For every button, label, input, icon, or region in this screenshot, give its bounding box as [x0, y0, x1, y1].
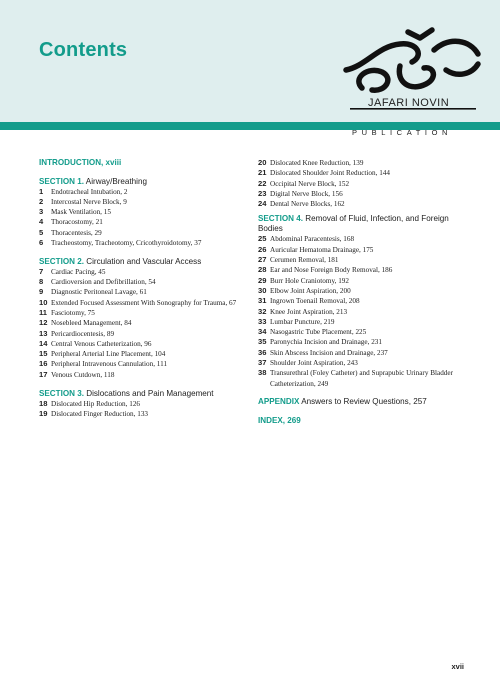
toc-entry[interactable]: 8 Cardioversion and Defibrillation, 54 [39, 277, 156, 287]
toc-entry[interactable]: 6 Tracheostomy, Tracheotomy, Cricothyroidotomy, 37 [39, 237, 202, 247]
toc-entry[interactable]: 34 Nasogastric Tube Placement, 225 [258, 327, 367, 337]
toc-entry[interactable]: 4 Thoracostomy, 21 [39, 217, 103, 227]
toc-entry[interactable]: 22 Occipital Nerve Block, 152 [258, 178, 350, 188]
section-3-heading[interactable]: SECTION 3. Dislocations and Pain Management [39, 388, 214, 398]
toc-entry[interactable]: 20 Dislocated Knee Reduction, 139 [258, 158, 364, 167]
toc-entry[interactable]: 13 Pericardiocentesis, 89 [39, 328, 115, 338]
toc-right-column [258, 158, 463, 426]
toc-entry[interactable]: 2 Intercostal Nerve Block, 9 [39, 196, 127, 206]
toc-entry[interactable]: 9 Diagnostic Peritoneal Lavage, 61 [39, 287, 147, 297]
toc-entry[interactable]: 10 Extended Focused Assessment With Sonography for Trauma, 67 [39, 297, 237, 307]
toc-entry[interactable]: 24 Dental Nerve Blocks, 162 [258, 199, 345, 209]
toc-entry[interactable]: 3 Mask Ventilation, 15 [39, 207, 111, 217]
toc-entry[interactable]: 28 Ear and Nose Foreign Body Removal, 186 [258, 265, 393, 275]
toc-entry[interactable]: 12 Nosebleed Management, 84 [39, 318, 132, 328]
toc-entry[interactable]: 33 Lumbar Puncture, 219 [258, 316, 335, 326]
toc-entry[interactable]: 15 Peripheral Arterial Line Placement, 104 [39, 349, 166, 359]
introduction-heading[interactable]: INTRODUCTION, xviii [39, 158, 122, 167]
toc-left-column [39, 158, 244, 419]
toc-entry[interactable]: 5 Thoracentesis, 29 [39, 227, 102, 237]
toc-entry[interactable]: 21 Dislocated Shoulder Joint Reduction, 144 [258, 168, 390, 178]
toc-entry[interactable]: 35 Paronychia Incision and Drainage, 231 [258, 337, 382, 347]
page-number: xvii [451, 662, 464, 671]
toc-entry[interactable]: 7 Cardiac Pacing, 45 [39, 266, 106, 276]
logo-subtitle: PUBLICATION [352, 128, 453, 137]
toc-entry[interactable]: 32 Knee Joint Aspiration, 213 [258, 306, 348, 316]
toc-entry[interactable]: 27 Cerumen Removal, 181 [258, 255, 339, 265]
toc-entry[interactable]: 19 Dislocated Finger Reduction, 133 [39, 408, 149, 418]
toc-entry[interactable]: 1 Endotracheal Intubation, 2 [39, 186, 128, 196]
page-title: Contents [39, 39, 128, 61]
section-4-heading[interactable]: SECTION 4. Removal of Fluid, Infection, and Foreign Bodies [258, 214, 449, 234]
toc-entry[interactable]: 11 Fasciotomy, 75 [39, 307, 95, 317]
index-heading[interactable]: INDEX, 269 [258, 415, 301, 425]
publisher-logo [338, 26, 488, 137]
calligraphy-logo-icon [338, 26, 488, 130]
section-3-list-part2 [258, 158, 463, 209]
section-2-heading[interactable]: SECTION 2. Circulation and Vascular Access [39, 256, 202, 266]
logo-wordmark: JAFARI NOVIN [368, 97, 450, 109]
toc-entry[interactable]: 18 Dislocated Hip Reduction, 126 [39, 398, 141, 408]
toc-entry[interactable]: 17 Venous Cutdown, 118 [39, 369, 115, 379]
toc-entry[interactable]: 38 Transurethral (Foley Catheter) and Suprapubic Urinary Bladder Catheterization, 249 [258, 368, 453, 388]
section-2-list [39, 267, 244, 380]
toc-entry[interactable]: 16 Peripheral Intravenous Cannulation, 111 [39, 359, 168, 369]
section-1-list [39, 187, 244, 249]
toc-entry[interactable]: 25 Abdominal Paracentesis, 168 [258, 234, 355, 244]
appendix-heading[interactable]: APPENDIX Answers to Review Questions, 257 [258, 397, 427, 407]
toc-entry[interactable]: 26 Auricular Hematoma Drainage, 175 [258, 244, 374, 254]
toc-entry[interactable]: 14 Central Venous Catheterization, 96 [39, 338, 152, 348]
toc-entry[interactable]: 37 Shoulder Joint Aspiration, 243 [258, 358, 358, 368]
toc-entry[interactable]: 23 Digital Nerve Block, 156 [258, 188, 343, 198]
toc-entry[interactable]: 29 Burr Hole Craniotomy, 192 [258, 275, 349, 285]
toc-entry[interactable]: 36 Skin Abscess Incision and Drainage, 237 [258, 347, 388, 357]
section-1-heading[interactable]: SECTION 1. Airway/Breathing [39, 176, 147, 186]
toc-entry[interactable]: 30 Elbow Joint Aspiration, 200 [258, 285, 351, 295]
section-4-list [258, 234, 463, 388]
toc-entry[interactable]: 31 Ingrown Toenail Removal, 208 [258, 296, 360, 306]
section-3-list-part1 [39, 399, 244, 420]
